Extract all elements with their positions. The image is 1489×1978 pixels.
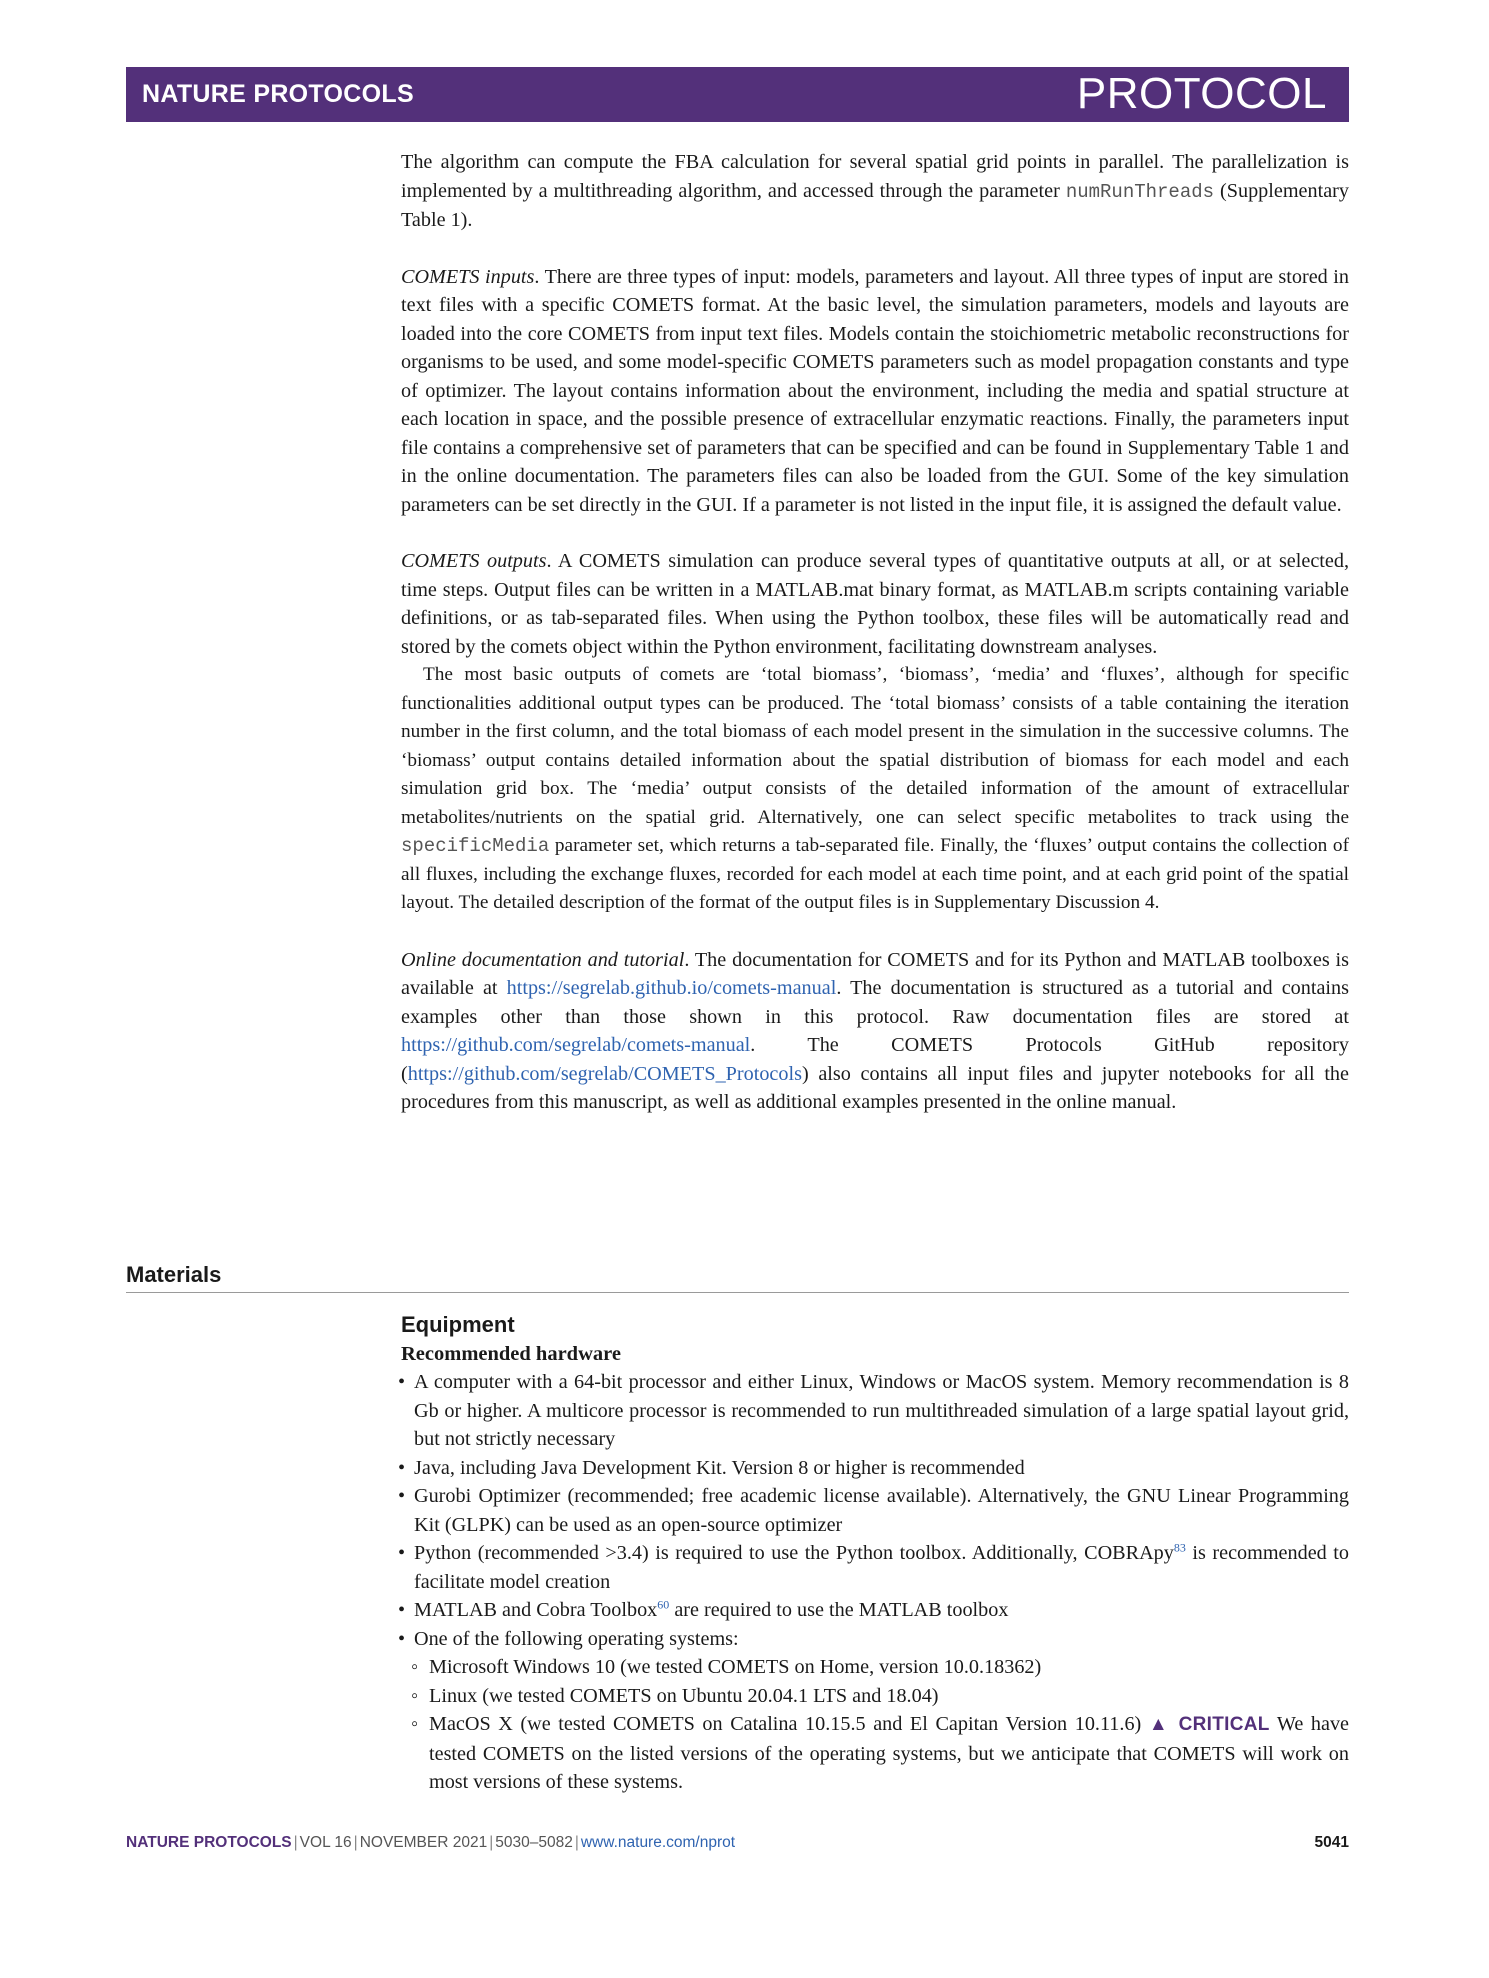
footer-volume: VOL 16 [299,1834,352,1851]
ref-cobra-toolbox[interactable]: 60 [657,1597,670,1612]
footer-url[interactable]: www.nature.com/nprot [580,1834,736,1851]
equipment-section [401,1310,1349,1797]
header-bar [126,67,1349,122]
journal-name: NATURE PROTOCOLS [142,80,414,108]
link-comets-manual-site[interactable]: https://segrelab.github.io/comets-manual [506,977,837,999]
os-item-macos: ◦ MacOS X (we tested COMETS on Catalina 10.15.5 and El Capitan Version 10.11.6) ▲ CRITICAL We have tested COMETS on the listed versions of the operating systems, but we anticipate that COMETS will work on most versions of these systems. [401,1710,1349,1797]
footer-citation: NATURE PROTOCOLS | VOL 16 | NOVEMBER 2021 | 5030–5082 | www.nature.com/nprot [126,1834,736,1851]
page-number: 5041 [1314,1834,1349,1851]
docs-label: Online documentation and tutorial [401,948,685,971]
main-text [401,148,1349,1117]
footer [126,1834,1349,1854]
list-item: • Python (recommended >3.4) is required to use the Python toolbox. Additionally, COBRApy$^{83}$ is recommended to facilitate model creation [401,1539,1349,1596]
outputs-label: COMETS outputs [401,550,547,572]
paragraph-parallelization: The algorithm can compute the FBA calculation for several spatial grid points in parallel. The parallelization is implemented by a multithreading algorithm, and accessed through the parameter numRunThreads (Supplementary Table 1). [401,151,1349,231]
os-item-linux: ◦ Linux (we tested COMETS on Ubuntu 20.04.1 LTS and 18.04) [401,1682,1349,1711]
article-type: PROTOCOL [1076,69,1327,118]
code-specific-media: specificMedia [401,835,550,857]
link-comets-manual-repo[interactable]: https://github.com/segrelab/comets-manual [401,1034,751,1056]
hardware-list [401,1368,1349,1797]
paragraph-inputs: COMETS inputs. There are three types of input: models, parameters and layout. All three types of input are stored in text files with a specific COMETS format. At the basic level, the simulation parameters, models and layouts are loaded into the core COMETS from input text files. Models contain the stoichiometric metabolic reconstructions for organisms to be used, and some model-specific COMETS parameters such as model propagation constants and type of optimizer. The layout contains information about the environment, including the media and spatial structure at each location in space, and the possible presence of extracellular enzymatic reactions. Finally, the parameters input file contains a comprehensive set of parameters that can be specified and can be found in Supplementary Table 1 and in the online documentation. The parameters files can also be loaded from the GUI. Some of the key simulation parameters can be set directly in the GUI. If a parameter is not listed in the input file, it is assigned the default value. [401,265,1349,516]
section-heading-materials: Materials [126,1262,1349,1293]
list-item: • MATLAB and Cobra Toolbox$^{60}$ are required to use the MATLAB toolbox [401,1596,1349,1625]
ref-cobrapy[interactable]: 83 [1173,1540,1186,1555]
paragraph-outputs: COMETS outputs. A COMETS simulation can produce several types of quantitative outputs at all, or at selected, time steps. Output files can be written in a MATLAB.mat binary format, as MATLAB.m scripts containing variable definitions, or as tab-separated files. When using the Python toolbox, these files will be automatically read and stored by the comets object within the Python environment, facilitating downstream analyses. [401,550,1350,658]
paragraph-outputs-detail: The most basic outputs of comets are ‘total biomass’, ‘biomass’, ‘media’ and ‘fluxes’, although for specific functionalities additional output types can be produced. The ‘total biomass’ consists of a table containing the iteration number in the first column, and the total biomass of each model present in the simulation in the successive columns. The ‘biomass’ output contains detailed information about the spatial distribution of biomass for each model and each simulation grid box. The ‘media’ output consists of the detailed information of the amount of extracellular metabolites/nutrients on the spatial grid. Alternatively, one can select specific metabolites to track using the specificMedia parameter set, which returns a tab-separated file. Finally, the ‘fluxes’ output contains the collection of all fluxes, including the exchange fluxes, recorded for each model at each time point, and at each grid point of the spatial layout. The detailed description of the format of the output files is in Supplementary Discussion 4. [401,664,1349,913]
footer-pages: 5030–5082 [495,1834,573,1851]
footer-journal: NATURE PROTOCOLS [126,1834,292,1851]
code-num-run-threads: numRunThreads [1065,180,1215,203]
list-item: • Java, including Java Development Kit. Version 8 or higher is recommended [401,1454,1349,1483]
os-item-windows: ◦ Microsoft Windows 10 (we tested COMETS on Home, version 10.0.18362) [401,1653,1349,1682]
footer-month: NOVEMBER 2021 [359,1834,488,1851]
list-item: • A computer with a 64-bit processor and either Linux, Windows or MacOS system. Memory recommendation is 8 Gb or higher. A multicore processor is recommended to run multithreaded simulation of a large spatial layout grid, but not strictly necessary [401,1368,1349,1454]
list-item: • Gurobi Optimizer (recommended; free academic license available). Alternatively, the GNU Linear Programming Kit (GLPK) can be used as an open-source optimizer [401,1482,1349,1539]
inputs-label: COMETS inputs [401,265,535,288]
paragraph-docs: Online documentation and tutorial. The documentation for COMETS and for its Python and MATLAB toolboxes is available at https://segrelab.github.io/comets-manual. The documentation is structured as a tutorial and contains examples other than those shown in this protocol. Raw documentation files are stored at https://github.com/segrelab/comets-manual. The COMETS Protocols GitHub repository (https://github.com/segrelab/COMETS_Protocols) also contains all input files and jupyter notebooks for all the procedures from this manuscript, as well as additional examples presented in the online manual. [401,948,1350,1113]
list-item: • One of the following operating systems: [401,1625,1349,1654]
hardware-title: Recommended hardware [401,1343,621,1365]
critical-label: ▲ CRITICAL [1148,1714,1270,1735]
link-comets-protocols-repo[interactable]: https://github.com/segrelab/COMETS_Protocols [407,1062,802,1085]
equipment-title: Equipment [401,1312,515,1337]
